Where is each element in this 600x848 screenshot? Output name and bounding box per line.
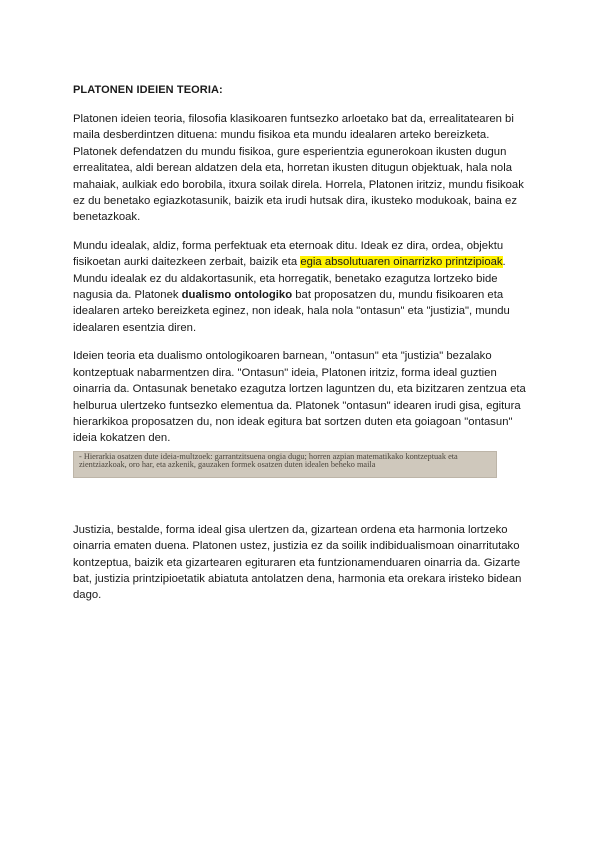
paragraph-ideal-world-text-b: . Mundu idealak ez du aldakortasunik, eta horregatik, benetako ezagutza lortzeko bide nagusia da. Platonek [73, 256, 506, 302]
highlighted-text: egia absolutuaren oinarrizko printzipioak [300, 256, 503, 269]
paragraph-ideal-world [73, 238, 535, 336]
bold-term: dualismo ontologiko [181, 289, 293, 302]
paragraph-ideal-world-text-c: bat proposatzen du, mundu fisikoaren eta idealaren arteko bereizketa eginez, non ideak, hala nola "ontasun" eta "justizia", mundu idealaren esentzia diren. [73, 289, 510, 334]
paragraph-intro: Platonen ideien teoria, filosofia klasikoaren funtsezko arloetako bat da, errealitatearen bi maila desberdintzen dituena: mundu fisikoa eta mundu idealaren arteko bereizketa. Platonek defendatzen du mundu fisikoa, gure esperientzia egunerokoan ikusten dugun errealitatea, aldi berean aldatzen dela eta, horretan ikusten ditugun objektuak, hala nola mahaiak, aulkiak edo borobila, itxura soilak direla. Horrela, Platonen iritziz, mundu fisikoak ez du benetako egiazkotasunik, baizik eta irudi hutsak dira, ikusteko modukoak, baina ez benetazkoak. [73, 113, 524, 224]
paragraph-ideal-world-text-a: Mundu idealak, aldiz, forma perfektuak eta eternoak ditu. Ideak ez dira, ordea, objektu fisikoetan aurki daitezkeen zerbait, baizik eta [73, 239, 504, 269]
document-title: PLATONEN IDEIEN TEORIA: [73, 84, 223, 96]
paragraph-justice: Justizia, bestalde, forma ideal gisa ulertzen da, gizartean ordena eta harmonia lortzeko oinarria ematen duena. Platonen ustez, justizia ez da soilik indibidualismoan oinarritutako kontzeptua, baizik eta gizartearen egituraren eta funtzionamenduaren oinarria da. Gizarte bat, justizia printzipioetatik abiatuta antolatzen dena, harmonia eta orekara iristeko bidean dago. [73, 523, 522, 602]
paragraph-goodness: Ideien teoria eta dualismo ontologikoaren barnean, "ontasun" eta "justizia" bezalako kontzeptuak nabarmentzen dira. "Ontasun" ideia, Platonen iritziz, forma ideal guztien oinarria da. Ontasunak benetako ezagutza lortzen laguntzen du, eta bizitzaren zentzua eta helburua ulertzeko funtsezko elementua da. Platonek "ontasun" idearen irudi gisa, egitura hierarkikoa proposatzen du, non ideak egitura bat sortzen duten eta goiagoan "ontasun" ideia kokatzen den. [73, 350, 526, 445]
document-page [73, 84, 535, 616]
scanned-clipping-image: - Hierarkia osatzen dute ideia-multzoek: garrantzitsuena ongia dugu; horren azpian matematikako kontzeptuak eta zientziazkoak, oro har, eta azkenik, gauzaken formek osatzen duten idealen beheko maila [73, 451, 497, 478]
